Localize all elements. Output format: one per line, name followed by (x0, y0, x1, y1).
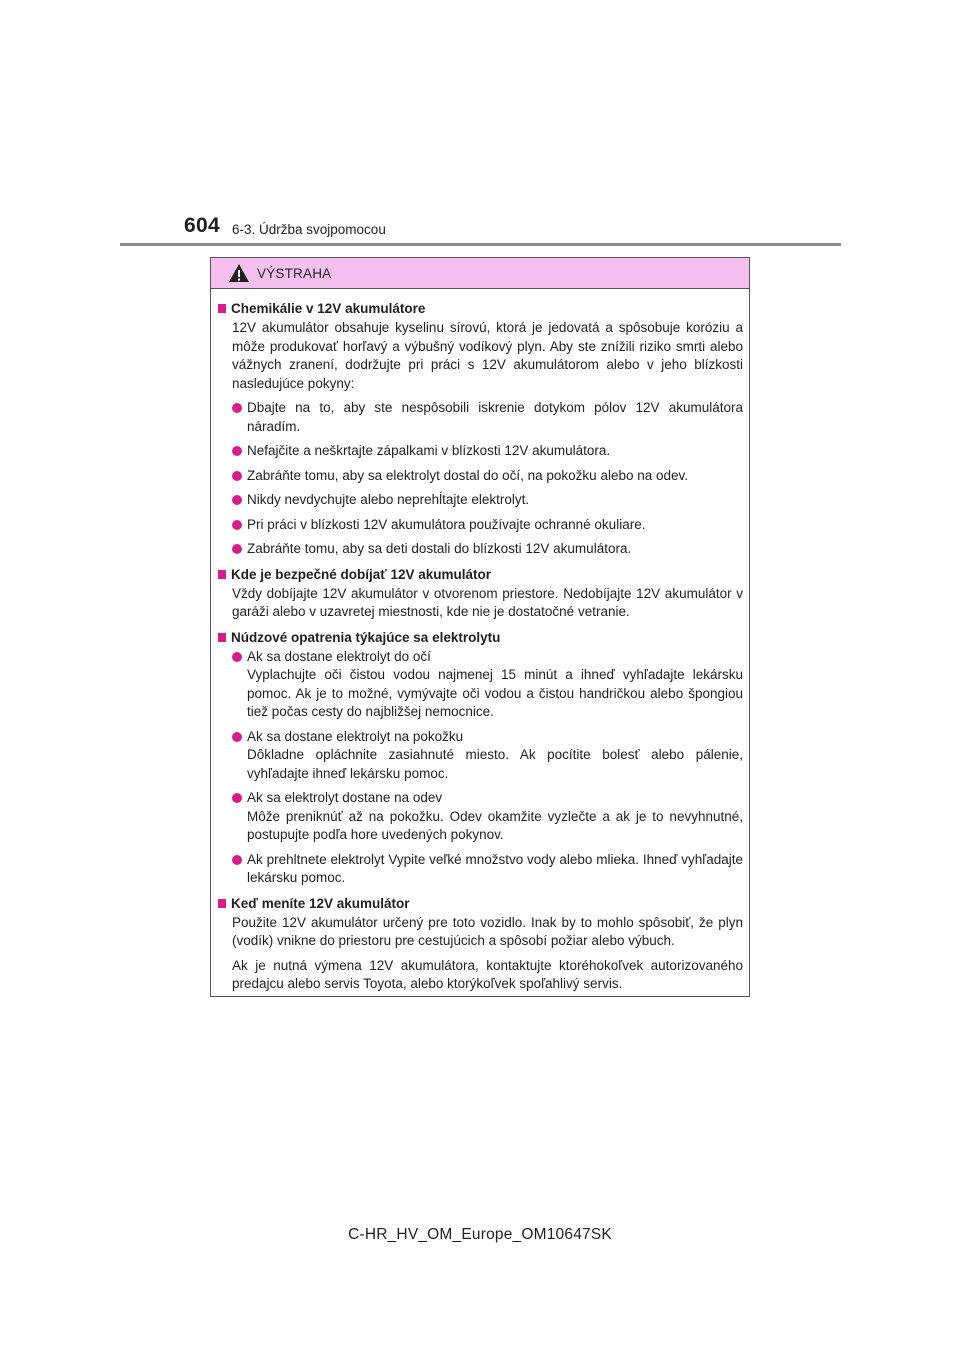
warning-section (217, 299, 743, 559)
list-item-description: Dbajte na to, aby ste nespôsobili iskrenie dotykom pólov 12V akumulátora náradím. (247, 400, 743, 434)
round-bullet-icon (232, 652, 242, 662)
warning-header (211, 258, 749, 289)
warning-triangle-icon (228, 263, 250, 283)
section-heading-text: Kde je bezpečné dobíjať 12V akumulátor (231, 566, 492, 582)
list-item-title: Ak sa dostane elektrolyt na pokožku (247, 728, 464, 744)
list-item-text (247, 399, 743, 436)
section-heading-text: Keď meníte 12V akumulátor (231, 895, 410, 911)
list-item (232, 728, 743, 784)
round-bullet-icon (232, 544, 242, 554)
square-bullet-icon (218, 304, 226, 313)
list-item-description: Vyplachujte oči čistou vodou najmenej 15 minút a ihneď vyhľadajte lekársku pomoc. Ak je to možné, vymývajte oči vodou a čistou handričkou alebo špongiou tiež počas cesty do najbližšej nemocnice. (247, 667, 743, 719)
square-bullet-icon (218, 633, 226, 642)
list-item-title: Ak sa elektrolyt dostane na odev (247, 790, 443, 805)
list-item-text (247, 728, 743, 784)
list-item (232, 399, 743, 436)
list-item-description: Zabráňte tomu, aby sa deti dostali do blízkosti 12V akumulátora. (247, 541, 632, 556)
list-item-text (247, 491, 743, 510)
paragraph: Vždy dobíjajte 12V akumulátor v otvorenom priestore. Nedobíjajte 12V akumulátor v garáži alebo v uzavretej miestnosti, kde nie je dostatočné vetranie. (232, 585, 743, 619)
warning-section (217, 894, 743, 994)
warning-section (217, 628, 743, 888)
section-heading (217, 894, 743, 913)
round-bullet-icon (232, 471, 242, 481)
section-heading-text: Núdzové opatrenia týkajúce sa elektrolytu (231, 629, 501, 645)
list-item (232, 540, 743, 559)
paragraph: Použite 12V akumulátor určený pre toto vozidlo. Inak by to mohlo spôsobiť, že plyn (vodík) vnikne do priestoru pre cestujúcich a spôsobí požiar alebo výbuch. (232, 914, 743, 948)
paragraph: 12V akumulátor obsahuje kyselinu sírovú, ktorá je jedovatá a spôsobuje koróziu a môže produkovať horľavý a výbušný vodíkový plyn. Aby ste znížili riziko smrti alebo vážnych zranení, dodržujte pri práci s 12V akumulátorom alebo v jeho blízkosti nasledujúce pokyny: (232, 320, 743, 391)
round-bullet-icon (232, 403, 242, 413)
square-bullet-icon (218, 570, 226, 579)
list-item-title: Ak sa dostane elektrolyt do očí (247, 648, 431, 664)
paragraph: Ak je nutná výmena 12V akumulátora, kontaktujte ktoréhokoľvek autorizovaného predajcu alebo servis Toyota, alebo ktorýkoľvek spoľahlivý servis. (232, 957, 743, 991)
section-heading-text: Chemikálie v 12V akumulátore (231, 301, 426, 316)
list-item-text (247, 851, 743, 888)
round-bullet-icon (232, 793, 242, 803)
section-heading (217, 299, 743, 318)
list-item (232, 648, 743, 722)
document-code: C-HR_HV_OM_Europe_OM10647SK (348, 1226, 612, 1243)
round-bullet-icon (232, 520, 242, 530)
page-number: 604 (184, 214, 220, 237)
round-bullet-icon (232, 446, 242, 456)
list-item-description: Môže preniknúť až na pokožku. Odev okamžite vyzlečte a ak je to nevyhnutné, postupujte podľa hore uvedených pokynov. (247, 808, 743, 842)
list-item-text (247, 540, 743, 559)
section-heading (217, 628, 743, 647)
list-item-description: Nefajčite a neškrtajte zápalkami v blízkosti 12V akumulátora. (247, 443, 611, 458)
list-item-description: Pri práci v blízkosti 12V akumulátora používajte ochranné okuliare. (247, 516, 646, 532)
list-item (232, 467, 743, 486)
list-item (232, 789, 743, 845)
list-item-description: Zabráňte tomu, aby sa elektrolyt dostal do očí, na pokožku alebo na odev. (247, 467, 689, 483)
list-item (232, 442, 743, 461)
list-item (232, 851, 743, 888)
section-heading (217, 565, 743, 584)
list-item-text (247, 516, 743, 535)
header-rule (120, 243, 841, 246)
warning-body (211, 289, 749, 994)
warning-box (210, 257, 750, 997)
list-item-text (247, 467, 743, 486)
round-bullet-icon (232, 855, 242, 865)
list-item-description: Ak prehltnete elektrolyt Vypite veľké množstvo vody alebo mlieka. Ihneď vyhľadajte lekársku pomoc. (247, 851, 743, 885)
warning-title: VÝSTRAHA (257, 265, 332, 281)
list-item (232, 491, 743, 510)
section-title: 6-3. Údržba svojpomocou (232, 222, 386, 237)
list-item-text (247, 442, 743, 461)
list-item-text (247, 648, 743, 722)
warning-section (217, 565, 743, 622)
list-item-description: Dôkladne opláchnite zasiahnuté miesto. Ak pocítite bolesť alebo pálenie, vyhľadajte ihneď lekársku pomoc. (247, 747, 743, 781)
round-bullet-icon (232, 732, 242, 742)
list-item-text (247, 789, 743, 845)
square-bullet-icon (218, 899, 226, 908)
round-bullet-icon (232, 495, 242, 505)
list-item-description: Nikdy nevdychujte alebo neprehĺtajte elektrolyt. (247, 492, 530, 507)
list-item (232, 516, 743, 535)
